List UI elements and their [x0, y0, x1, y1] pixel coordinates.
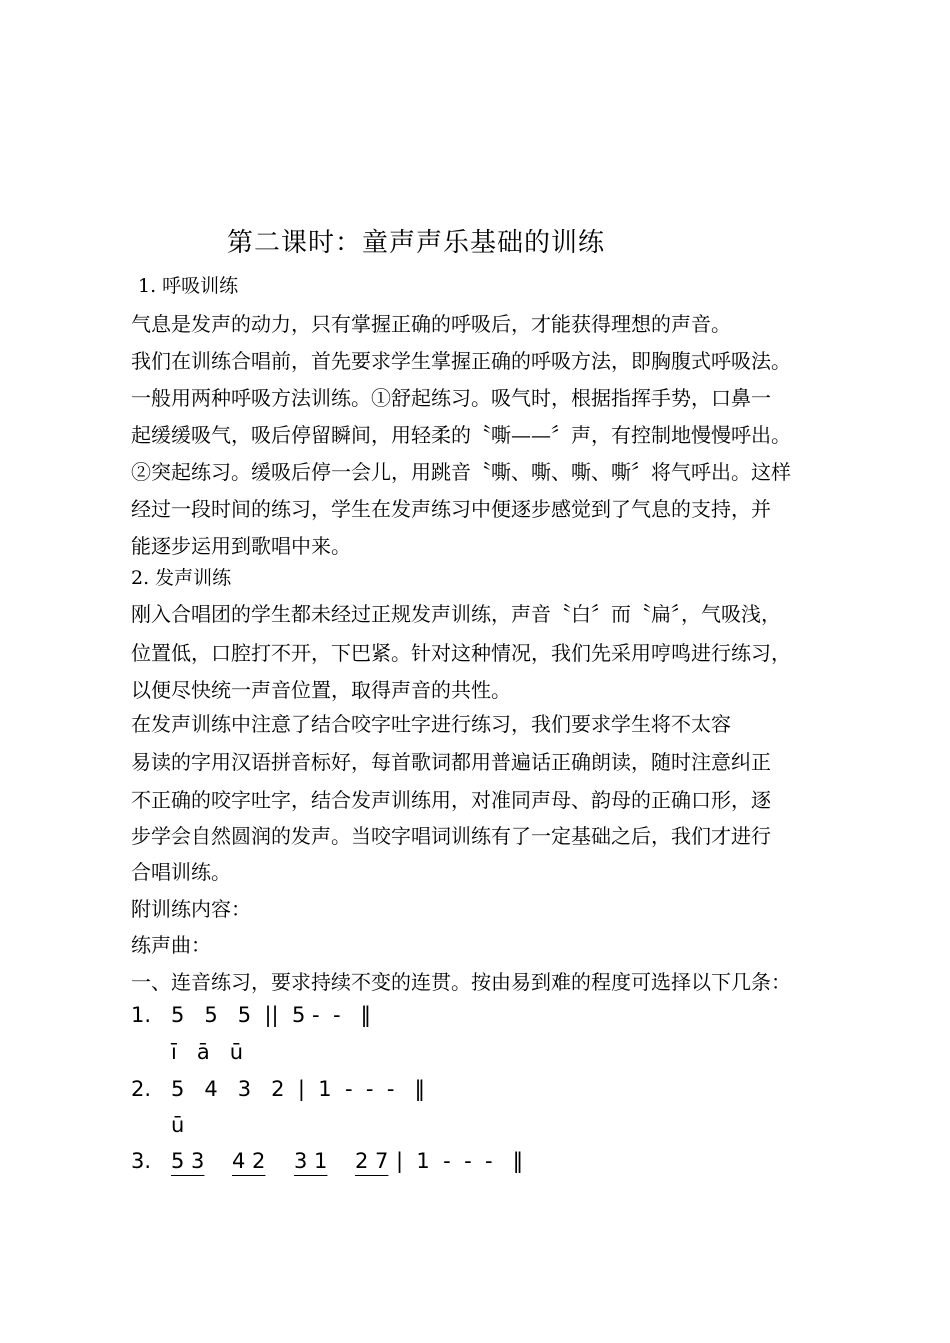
paragraph-line: 经过一段时间的练习，学生在发声练习中便逐步感觉到了气息的支持，并 [131, 497, 771, 521]
section-heading-breathing: 1. 呼吸训练 [138, 275, 239, 297]
page-title: 第二课时：童声声乐基础的训练 [227, 228, 606, 258]
exercise-note-group: 2 7 [355, 1149, 389, 1173]
exercise-lyrics: ū [171, 1113, 185, 1137]
paragraph-line: 一般用两种呼吸方法训练。①舒起练习。吸气时，根据指挥手势，口鼻一 [131, 386, 771, 410]
paragraph-line: 练声曲： [131, 933, 211, 957]
paragraph-line: 不正确的咬字吐字，结合发声训练用，对准同声母、韵母的正确口形，逐 [131, 788, 771, 812]
paragraph-line: 位置低，口腔打不开，下巴紧。针对这种情况，我们先采用哼鸣进行练习， [131, 641, 791, 665]
paragraph-line: ②突起练习。缓吸后停一会儿，用跳音〝嘶、嘶、嘶、嘶〞将气呼出。这样 [131, 460, 791, 484]
paragraph-line: 在发声训练中注意了结合咬字吐字进行练习，我们要求学生将不太容 [131, 712, 731, 736]
paragraph-line: 附训练内容： [131, 897, 251, 921]
paragraph-line: 以便尽快统一声音位置，取得声音的共性。 [131, 678, 511, 702]
exercise-notes: 5 5 5 || 5 - - ‖ [171, 1003, 372, 1027]
exercise-number: 2. [131, 1077, 152, 1101]
exercise-lyrics: ī ā ū [171, 1040, 244, 1064]
paragraph-line: 步学会自然圆润的发声。当咬字唱词训练有了一定基础之后，我们才进行 [131, 824, 771, 848]
paragraph-line: 刚入合唱团的学生都未经过正规发声训练，声音〝白〞而〝扁〞，气吸浅， [131, 602, 781, 626]
paragraph-line: 气息是发声的动力，只有掌握正确的呼吸后，才能获得理想的声音。 [131, 312, 731, 336]
exercise-note-group: 3 1 [294, 1149, 328, 1173]
paragraph-line: 一、连音练习，要求持续不变的连贯。按由易到难的程度可选择以下几条： [131, 970, 791, 994]
paragraph-line: 能逐步运用到歌唱中来。 [131, 534, 351, 558]
exercise-note-group: 5 3 [171, 1149, 205, 1173]
exercise-notes: 5 4 3 2 | 1 - - - ‖ [171, 1077, 425, 1101]
exercise-notes: | 1 - - - ‖ [396, 1149, 524, 1173]
exercise-note-group: 4 2 [232, 1149, 266, 1173]
paragraph-line: 易读的字用汉语拼音标好，每首歌词都用普遍话正确朗读，随时注意纠正 [131, 750, 771, 774]
paragraph-line: 起缓缓吸气，吸后停留瞬间，用轻柔的〝嘶——〞声，有控制地慢慢呼出。 [131, 423, 791, 447]
paragraph-line: 我们在训练合唱前，首先要求学生掌握正确的呼吸方法，即胸腹式呼吸法。 [131, 349, 791, 373]
section-heading-vocalization: 2. 发声训练 [131, 567, 232, 589]
exercise-number: 1. [131, 1003, 152, 1027]
exercise-number: 3. [131, 1149, 152, 1173]
paragraph-line: 合唱训练。 [131, 860, 231, 884]
